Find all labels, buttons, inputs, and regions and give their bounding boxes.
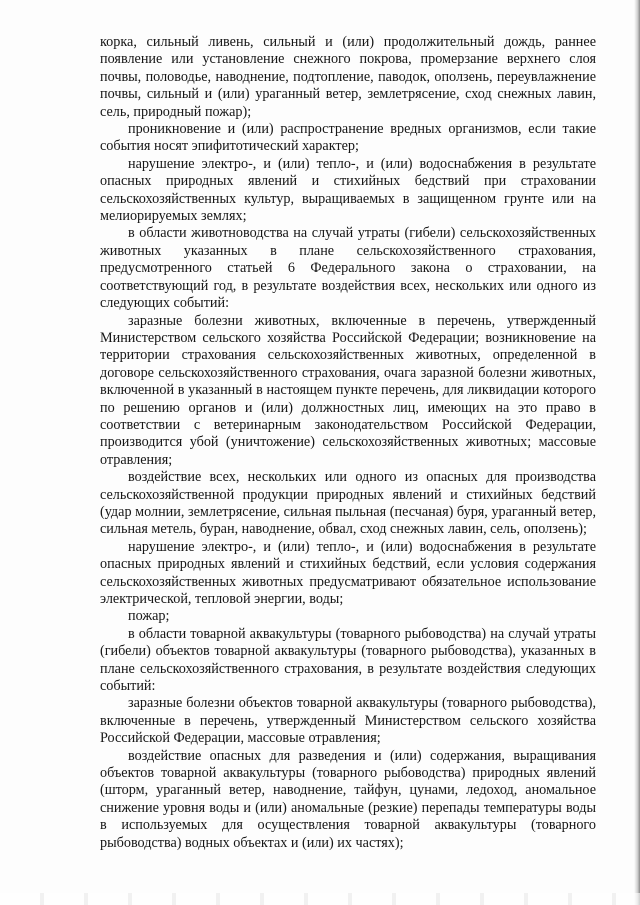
paragraph-1: корка, сильный ливень, сильный и (или) продолжительный дождь, раннее появление или установление снежного покрова, промерзание верхнего слоя почвы, половодье, наводнение, подтопление, паводок, оползень, переувлажнение почвы, сильный и (или) ураганный ветер, землетрясение, сход снежных лавин, сель, природный пожар);	[100, 34, 596, 120]
paragraph-7: нарушение электро-, и (или) тепло-, и (или) водоснабжения в результате опасных природных явлений и стихийных бедствий, если условия содержания сельскохозяйственных животных предусматривают обязательное использование электрической, тепловой энергии, воды;	[100, 538, 596, 607]
paragraph-5: заразные болезни животных, включенные в перечень, утвержденный Министерством сельского хозяйства Российской Федерации; возникновение на территории страхования сельскохозяйственных животных, определенной в договоре сельскохозяйственного страхования, очага заразной болезни животных, включенной в указанный в настоящем пункте перечень, для ликвидации которого по решению органов и (или) должностных лиц, имеющих на это право в соответствии с ветеринарным законодательством Российской Федерации, производится убой (уничтожение) сельскохозяйственных животных; массовые отравления;	[100, 312, 596, 468]
paragraph-2: проникновение и (или) распространение вредных организмов, если такие события носят эпифитотический характер;	[100, 121, 596, 155]
paragraph-11: воздействие опасных для разведения и (или) содержания, выращивания объектов товарной аквакультуры (товарного рыбоводства) природных явлений (шторм, ураганный ветер, наводнение, тайфун, цунами, ледоход, аномальное снижение уровня воды и (или) аномальные (резкие) перепады температуры воды в используемых для осуществления товарной аквакультуры (товарного рыбоводства) водных объектах и (или) их частях);	[100, 747, 596, 851]
scan-edge-bottom	[0, 893, 640, 905]
paragraph-4: в области животноводства на случай утраты (гибели) сельскохозяйственных животных указанных в плане сельскохозяйственного страхования, предусмотренного статьей 6 Федерального закона о страховании, на соответствующий год, в результате воздействия всех, нескольких или одного из следующих событий:	[100, 225, 596, 312]
paragraph-9: в области товарной аквакультуры (товарного рыбоводства) на случай утраты (гибели) объектов товарной аквакультуры (товарного рыбоводства), указанных в плане сельскохозяйственного страхования, в результате воздействия следующих событий:	[100, 625, 596, 695]
paragraph-8: пожар;	[128, 608, 170, 625]
scan-edge-right	[634, 0, 640, 905]
paragraph-3: нарушение электро-, и (или) тепло-, и (или) водоснабжения в результате опасных природных явлений и стихийных бедствий при страховании сельскохозяйственных культур, выращиваемых в защищенном грунте или на мелиорируемых землях;	[100, 155, 596, 225]
paragraph-6: воздействие всех, нескольких или одного из опасных для производства сельскохозяйственной продукции природных явлений и стихийных бедствий (удар молнии, землетрясение, сильная пыльная (песчаная) буря, ураганный ветер, сильная метель, буран, наводнение, обвал, сход снежных лавин, сель, оползень);	[100, 469, 596, 538]
paragraph-10: заразные болезни объектов товарной аквакультуры (товарного рыбоводства), включенные в перечень, утвержденный Министерством сельского хозяйства Российской Федерации, массовые отравления;	[100, 695, 596, 747]
document-body	[100, 34, 596, 852]
